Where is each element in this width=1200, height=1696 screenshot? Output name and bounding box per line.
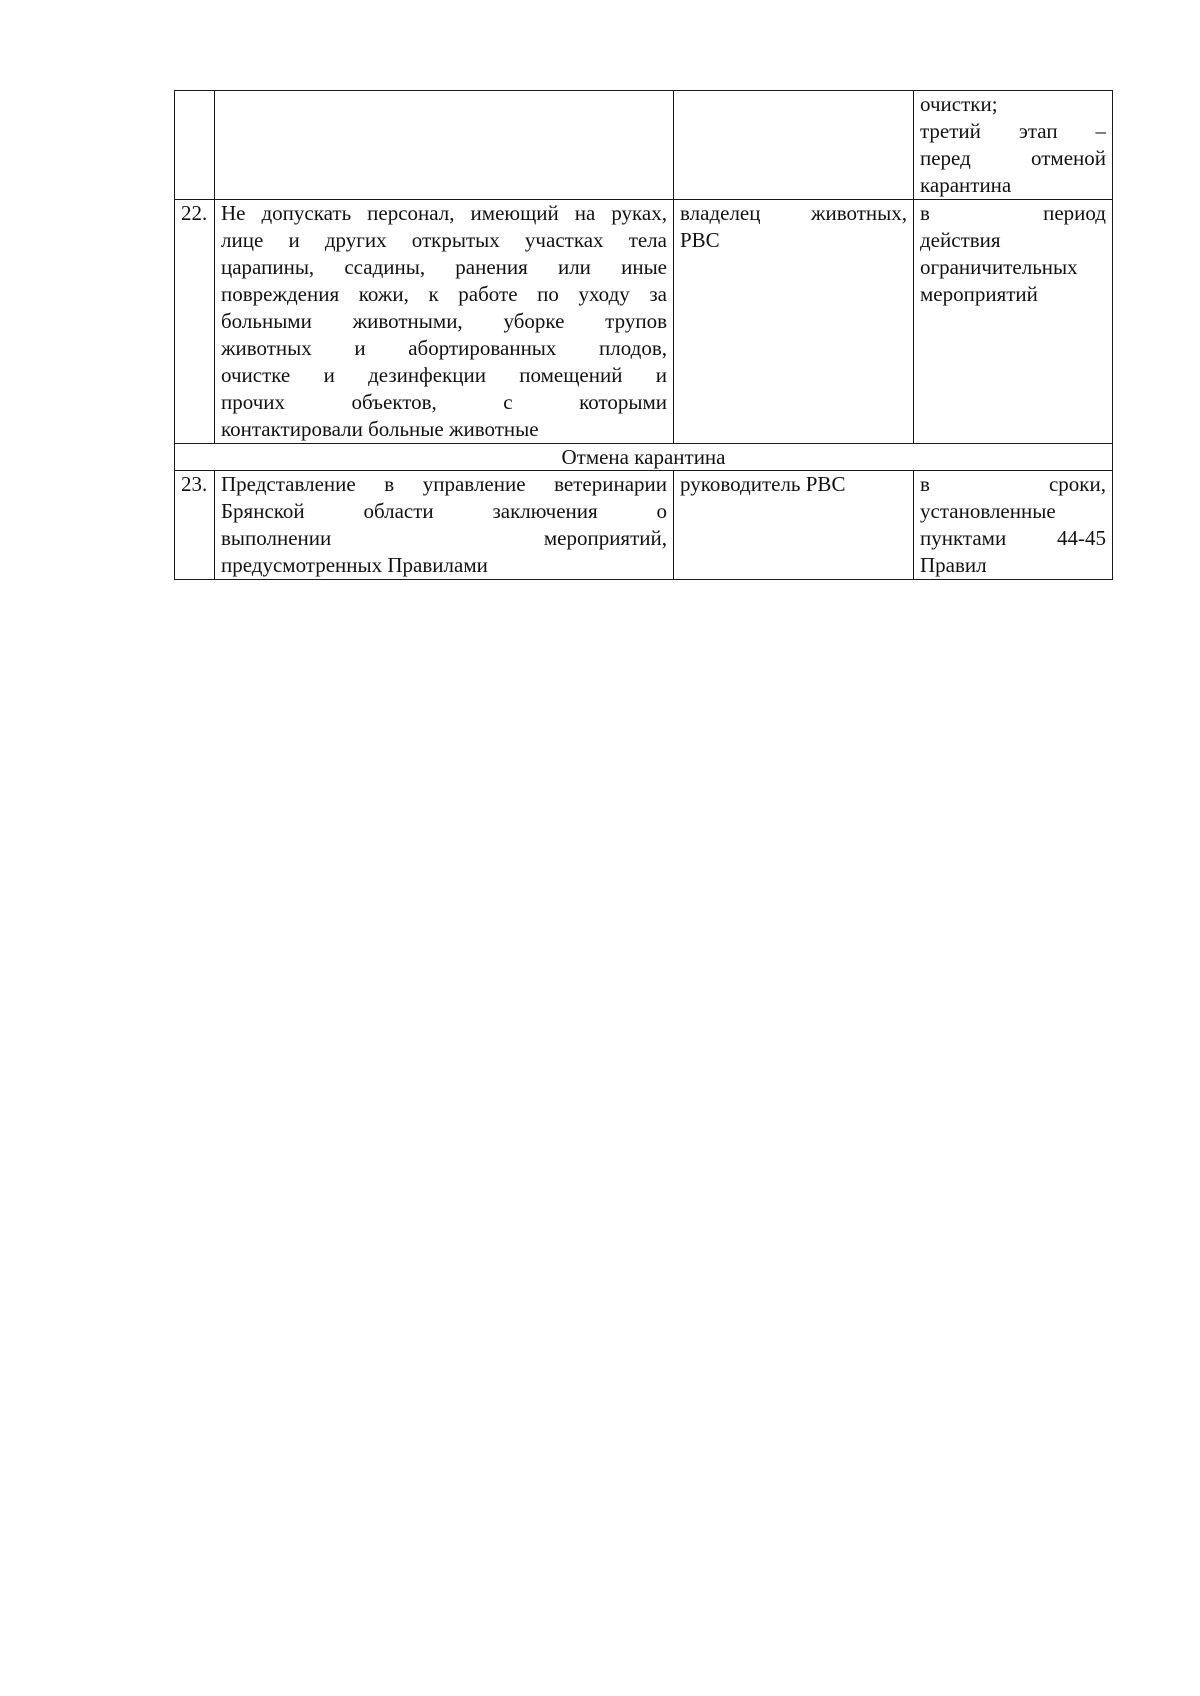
table-row-continuation: [175, 91, 1113, 200]
action-cell: [215, 471, 674, 580]
term-cell: [914, 471, 1113, 580]
term-line: пунктами 44-45: [920, 526, 1106, 550]
action-line: очистке и дезинфекции помещений и: [221, 363, 667, 387]
term-line: ограничительных: [920, 255, 1078, 279]
action-line: Брянской области заключения о: [221, 499, 667, 523]
responsible-cell: [674, 471, 914, 580]
responsible-line: владелец животных,: [680, 201, 907, 225]
term-line: карантина: [920, 173, 1012, 197]
row-number-cell: 22.: [175, 200, 215, 444]
section-title: Отмена карантина: [175, 444, 1113, 471]
term-line: очистки;: [920, 92, 998, 116]
action-cell: [215, 91, 674, 200]
action-line: лице и других открытых участках тела: [221, 228, 667, 252]
action-cell: [215, 200, 674, 444]
action-line: больными животными, уборке трупов: [221, 309, 667, 333]
term-line: перед отменой: [920, 146, 1106, 170]
action-line: контактировали больные животные: [221, 417, 539, 441]
measures-table: [174, 90, 1113, 580]
action-line: животных и абортированных плодов,: [221, 336, 667, 360]
table-row-22: [175, 200, 1113, 444]
row-number-cell: 23.: [175, 471, 215, 580]
term-line: установленные: [920, 499, 1056, 523]
term-line: мероприятий: [920, 282, 1038, 306]
action-line: предусмотренных Правилами: [221, 553, 488, 577]
table-section-row: [175, 444, 1113, 471]
action-line: Представление в управление ветеринарии: [221, 472, 667, 496]
term-line: действия: [920, 228, 1001, 252]
action-line: царапины, ссадины, ранения или иные: [221, 255, 667, 279]
term-line: третий этап –: [920, 119, 1106, 143]
term-cell: [914, 91, 1113, 200]
responsible-cell: [674, 200, 914, 444]
table-row-23: [175, 471, 1113, 580]
term-line: в период: [920, 201, 1106, 225]
responsible-line: руководитель РВС: [680, 472, 846, 496]
term-line: Правил: [920, 553, 987, 577]
action-line: прочих объектов, с которыми: [221, 390, 667, 414]
term-line: в сроки,: [920, 472, 1106, 496]
term-cell: [914, 200, 1113, 444]
action-line: повреждения кожи, к работе по уходу за: [221, 282, 667, 306]
responsible-line: РВС: [680, 228, 720, 252]
action-line: выполнении мероприятий,: [221, 526, 667, 550]
row-number-cell: [175, 91, 215, 200]
action-line: Не допускать персонал, имеющий на руках,: [221, 201, 667, 225]
responsible-cell: [674, 91, 914, 200]
